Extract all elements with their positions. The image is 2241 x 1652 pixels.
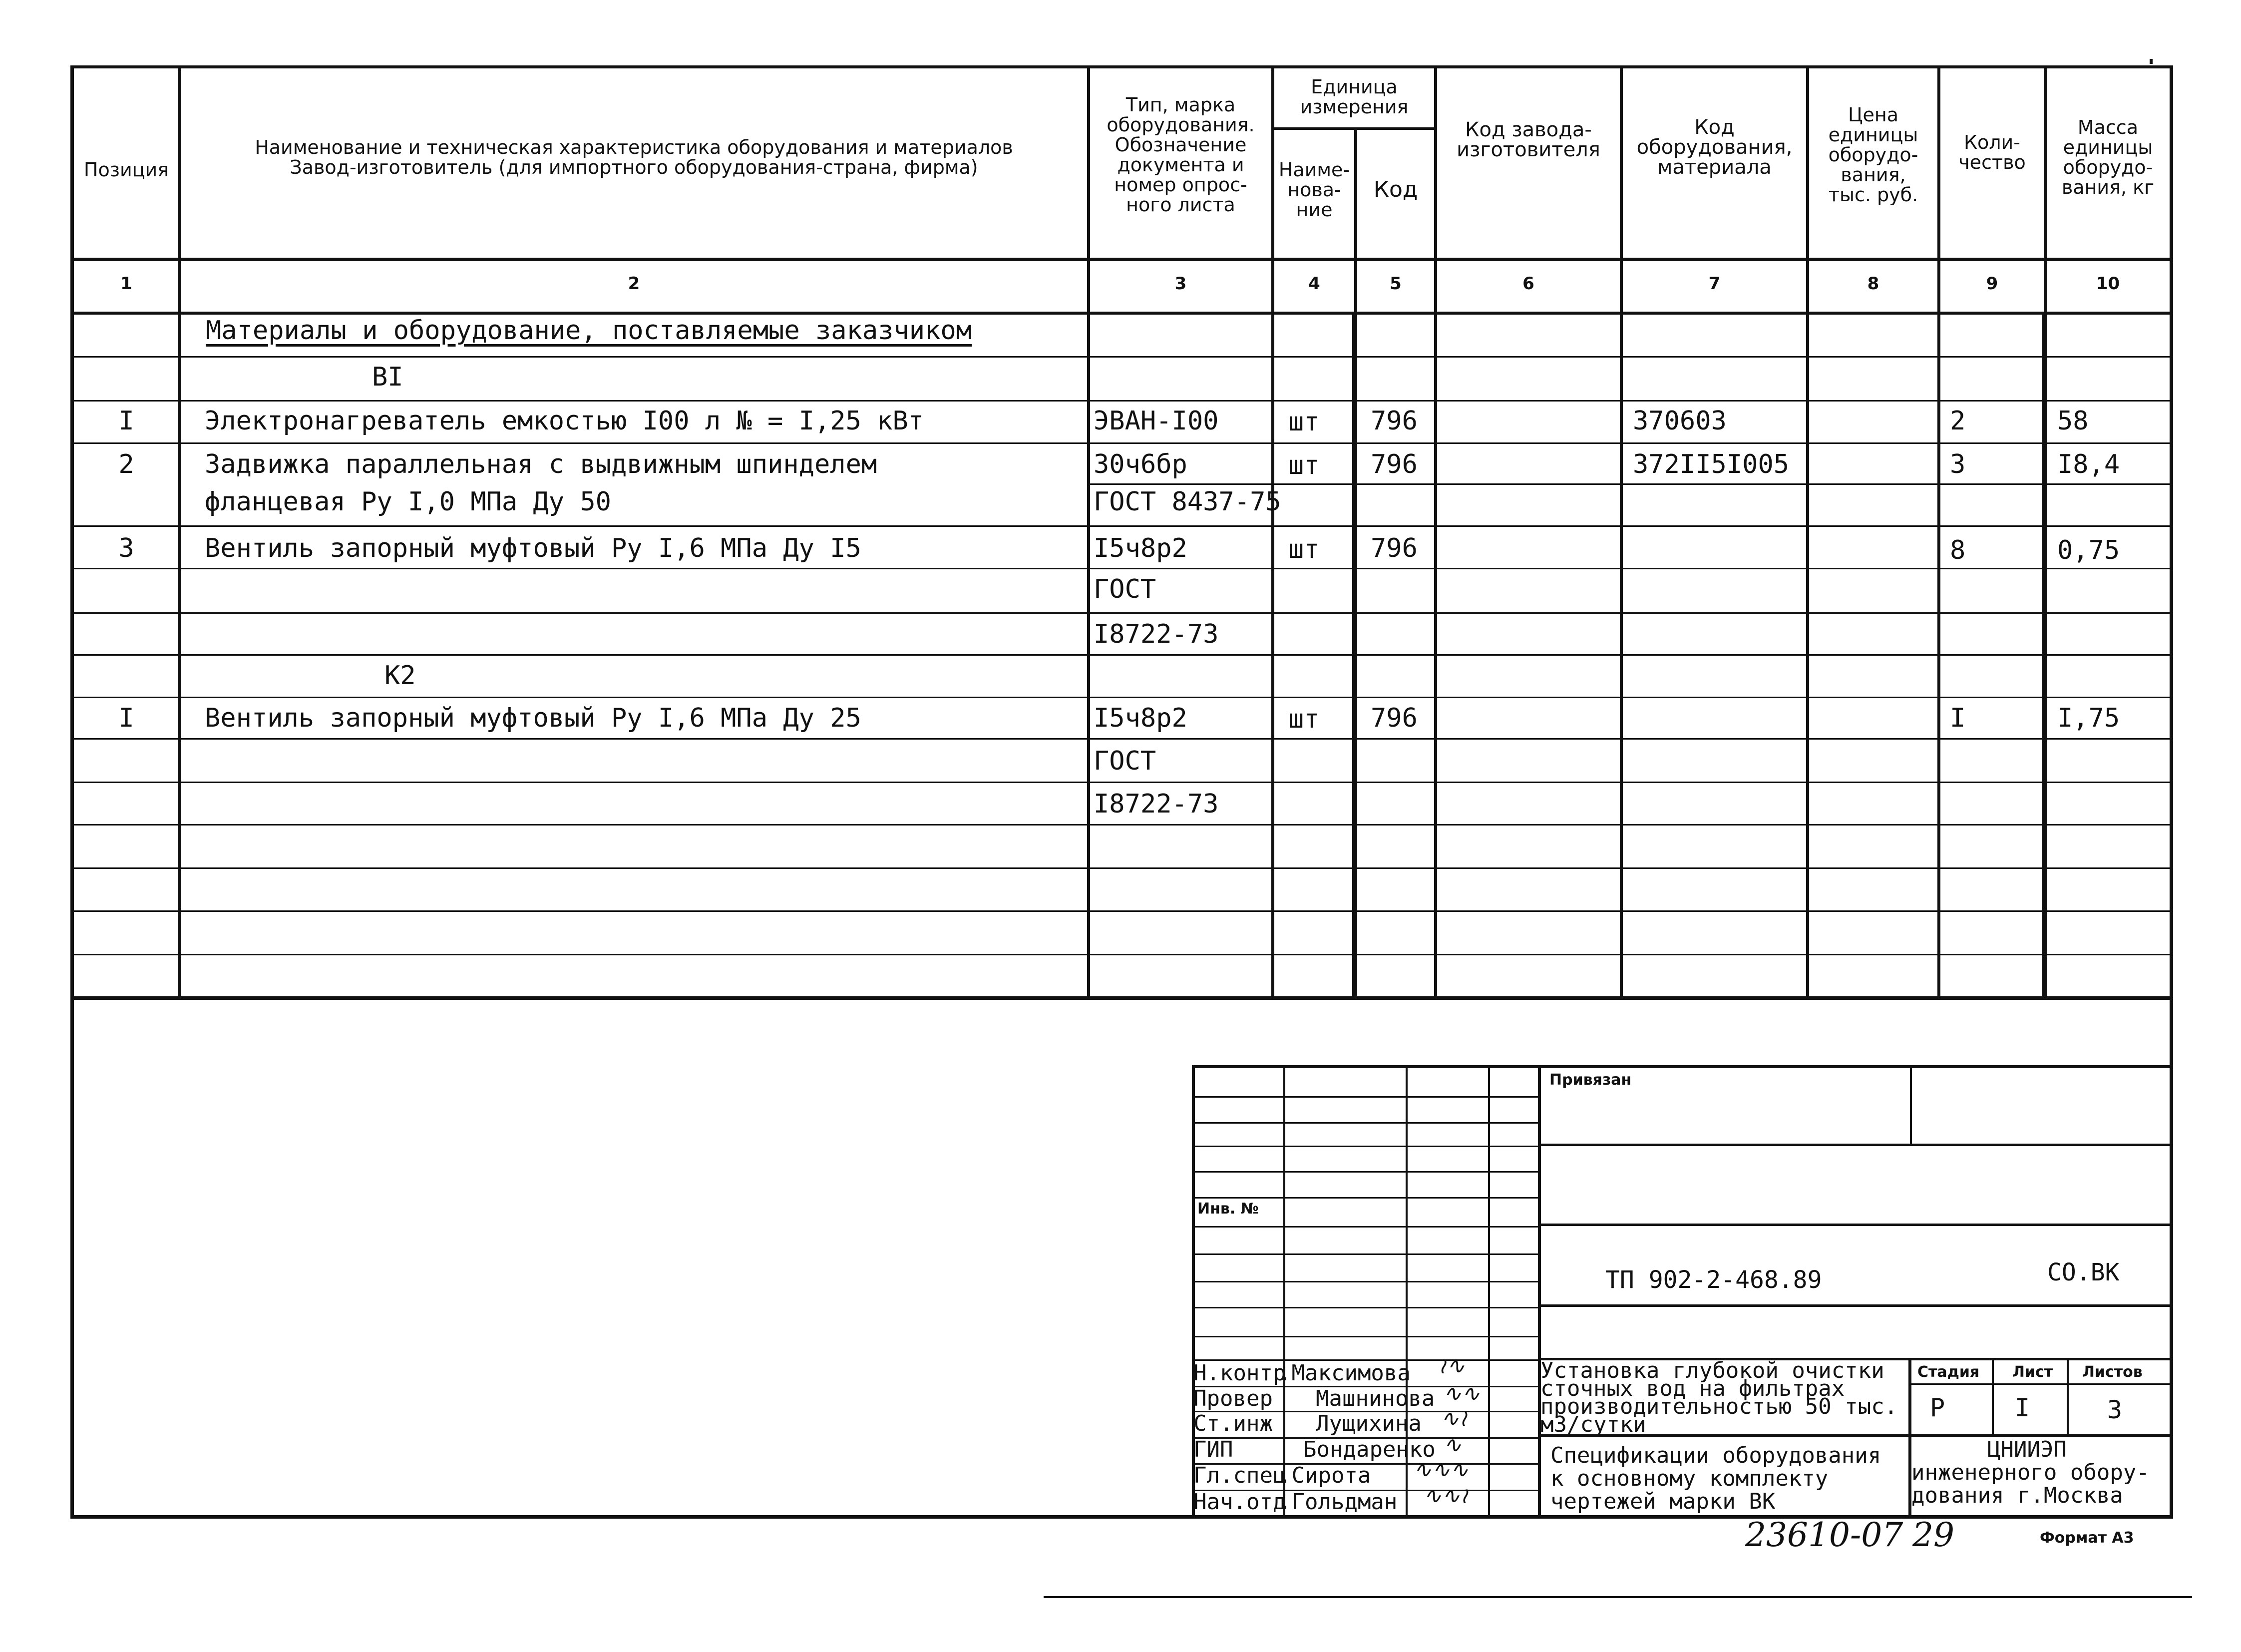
table-row-type: ЭВАН-I00 bbox=[1094, 406, 1219, 436]
page-number: 29 bbox=[1912, 1516, 1954, 1554]
signature: ≀∿ bbox=[1438, 1353, 1465, 1379]
signature: ∿∿≀ bbox=[1423, 1483, 1469, 1509]
corner-mark bbox=[2150, 59, 2153, 64]
table-row-type: ГОСТ bbox=[1094, 746, 1156, 776]
sheet-label: Лист bbox=[2012, 1363, 2053, 1381]
linked-label: Привязан bbox=[1549, 1071, 1632, 1089]
table-row-type: I8722-73 bbox=[1094, 619, 1219, 649]
header-price: Цена единицы оборудо- вания, тыс. руб. bbox=[1828, 104, 1918, 206]
column-number: 3 bbox=[1174, 274, 1187, 294]
signer-name: Машнинова bbox=[1316, 1386, 1435, 1411]
organization-line: дования г.Москва bbox=[1911, 1483, 2123, 1508]
signer-role: Гл.спец bbox=[1193, 1463, 1286, 1488]
table-row-code: 796 bbox=[1371, 449, 1418, 479]
table-row-position: 2 bbox=[118, 449, 134, 479]
table-row-name: Электронагреватель емкостью I00 л № = I,25 кВт bbox=[205, 406, 924, 436]
header-mass: Масса единицы оборудо- вания, кг bbox=[2061, 116, 2155, 198]
sheet-title-line: к основному комплекту bbox=[1550, 1466, 1829, 1491]
object-title-line: производительностью 50 тыс. bbox=[1540, 1394, 1898, 1419]
column-number: 2 bbox=[628, 274, 640, 294]
group-label: BI bbox=[372, 362, 403, 392]
table-row-code: 796 bbox=[1371, 703, 1418, 733]
header-position: Позиция bbox=[83, 159, 169, 181]
header-quantity: Коли- чество bbox=[1958, 131, 2026, 173]
signer-name: Лущихина bbox=[1316, 1411, 1422, 1436]
column-number: 4 bbox=[1308, 274, 1320, 294]
column-number: 8 bbox=[1867, 274, 1879, 294]
sheets-value: 3 bbox=[2107, 1395, 2123, 1424]
table-row-type: ГОСТ 8437-75 bbox=[1094, 487, 1281, 517]
organization-line: инженерного обору- bbox=[1911, 1460, 2150, 1485]
signer-role: Провер bbox=[1193, 1386, 1273, 1411]
project-code: ТП 902-2-468.89 bbox=[1605, 1266, 1822, 1294]
document-mark: СО.ВК bbox=[2047, 1258, 2120, 1286]
signer-name: .Сирота bbox=[1278, 1463, 1371, 1488]
table-row-name: Вентиль запорный муфтовый Ру I,6 МПа Ду I5 bbox=[205, 533, 861, 563]
table-row-unit: шт bbox=[1288, 450, 1320, 480]
inv-label: Инв. № bbox=[1197, 1200, 1259, 1218]
header-unit-name: Наиме- нова- ние bbox=[1278, 159, 1350, 221]
column-number: 5 bbox=[1390, 274, 1402, 294]
inventory-number: 23610-07 bbox=[1745, 1516, 1903, 1554]
signature: ∿≀ bbox=[1441, 1406, 1468, 1431]
table-row-type: I8722-73 bbox=[1094, 789, 1219, 819]
stage-label: Стадия bbox=[1917, 1363, 1980, 1381]
column-number: 10 bbox=[2096, 274, 2120, 294]
table-row-quantity: 8 bbox=[1950, 535, 1966, 565]
table-row-type: I5ч8р2 bbox=[1094, 533, 1187, 563]
signer-role: Нач.отд bbox=[1193, 1489, 1286, 1515]
column-number: 7 bbox=[1708, 274, 1721, 294]
table-row-type: ГОСТ bbox=[1094, 574, 1156, 604]
sheet-title-line: Спецификации оборудования bbox=[1550, 1443, 1881, 1468]
stage-value: Р bbox=[1930, 1393, 1945, 1422]
table-row-unit: шт bbox=[1288, 407, 1320, 437]
header-unit-code: Код bbox=[1373, 177, 1418, 202]
signer-name: .Гольдман bbox=[1278, 1489, 1398, 1515]
signer-role: Ст.инж bbox=[1193, 1411, 1273, 1436]
table-row-position: I bbox=[118, 406, 134, 436]
table-row-position: I bbox=[118, 703, 134, 733]
organization-line: ЦНИИЭП bbox=[1987, 1437, 2067, 1462]
format-label: Формат А3 bbox=[2040, 1529, 2134, 1547]
table-row-code: 796 bbox=[1371, 533, 1418, 563]
signature: ∿∿ bbox=[1443, 1381, 1480, 1406]
header-maker-code: Код завода- изготовителя bbox=[1457, 118, 1600, 161]
signer-name: Бондаренко bbox=[1303, 1437, 1436, 1462]
table-row-name: Задвижка параллельная с выдвижным шпинделем bbox=[205, 449, 877, 479]
column-number: 6 bbox=[1522, 274, 1534, 294]
object-title-line: сточных вод на фильтрах bbox=[1540, 1376, 1845, 1401]
table-row-position: 3 bbox=[118, 533, 134, 563]
signature: ∿ bbox=[1443, 1432, 1462, 1458]
column-number: 1 bbox=[120, 274, 132, 294]
sheet-title-line: чертежей марки ВК bbox=[1550, 1489, 1776, 1514]
column-number: 9 bbox=[1986, 274, 1998, 294]
signer-name: .Максимова bbox=[1278, 1360, 1411, 1386]
header-unit-group: Единица измерения bbox=[1300, 76, 1409, 118]
object-title-line: Установка глубокой очистки bbox=[1540, 1358, 1884, 1383]
sheets-label: Листов bbox=[2082, 1363, 2143, 1381]
table-row-mass: 0,75 bbox=[2057, 535, 2120, 565]
table-row-unit: шт bbox=[1288, 534, 1320, 564]
header-name bbox=[181, 120, 1087, 195]
group-label: К2 bbox=[384, 661, 416, 691]
signer-role: Н.контр bbox=[1193, 1360, 1286, 1386]
table-row-quantity: 3 bbox=[1950, 449, 1966, 479]
table-row-equipment-code: 370603 bbox=[1633, 406, 1727, 436]
header-name-line2: Завод-изготовитель (для импортного оборудования-страна, фирма) bbox=[290, 156, 978, 178]
signer-role: ГИП bbox=[1193, 1437, 1233, 1462]
table-row-type: 30ч6бр bbox=[1094, 449, 1187, 479]
table-row-mass: I,75 bbox=[2057, 703, 2120, 733]
sheet-value: I bbox=[2015, 1393, 2030, 1422]
table-row-quantity: 2 bbox=[1950, 406, 1966, 436]
table-row-unit: шт bbox=[1288, 704, 1320, 734]
header-equipment-code: Код оборудования, материала bbox=[1636, 116, 1793, 179]
table-row-quantity: I bbox=[1950, 703, 1966, 733]
section-heading: Материалы и оборудование, поставляемые заказчиком bbox=[206, 316, 972, 346]
table-row-name: Вентиль запорный муфтовый Ру I,6 МПа Ду 25 bbox=[205, 703, 861, 733]
signature: ∿∿∿ bbox=[1413, 1457, 1469, 1483]
table-row-name: фланцевая Ру I,0 МПа Ду 50 bbox=[205, 487, 611, 517]
header-name-line1: Наименование и техническая характеристика оборудования и материалов bbox=[255, 136, 1013, 158]
table-row-mass: 58 bbox=[2057, 406, 2089, 436]
table-row-type: I5ч8р2 bbox=[1094, 703, 1187, 733]
header-type: Тип, марка оборудования. Обозначение документа и номер опрос- ного листа bbox=[1107, 94, 1255, 216]
object-title-line: м3/сутки bbox=[1540, 1412, 1646, 1437]
table-row-equipment-code: 372II5I005 bbox=[1633, 449, 1790, 479]
table-row-mass: I8,4 bbox=[2057, 449, 2120, 479]
table-row-code: 796 bbox=[1371, 406, 1418, 436]
